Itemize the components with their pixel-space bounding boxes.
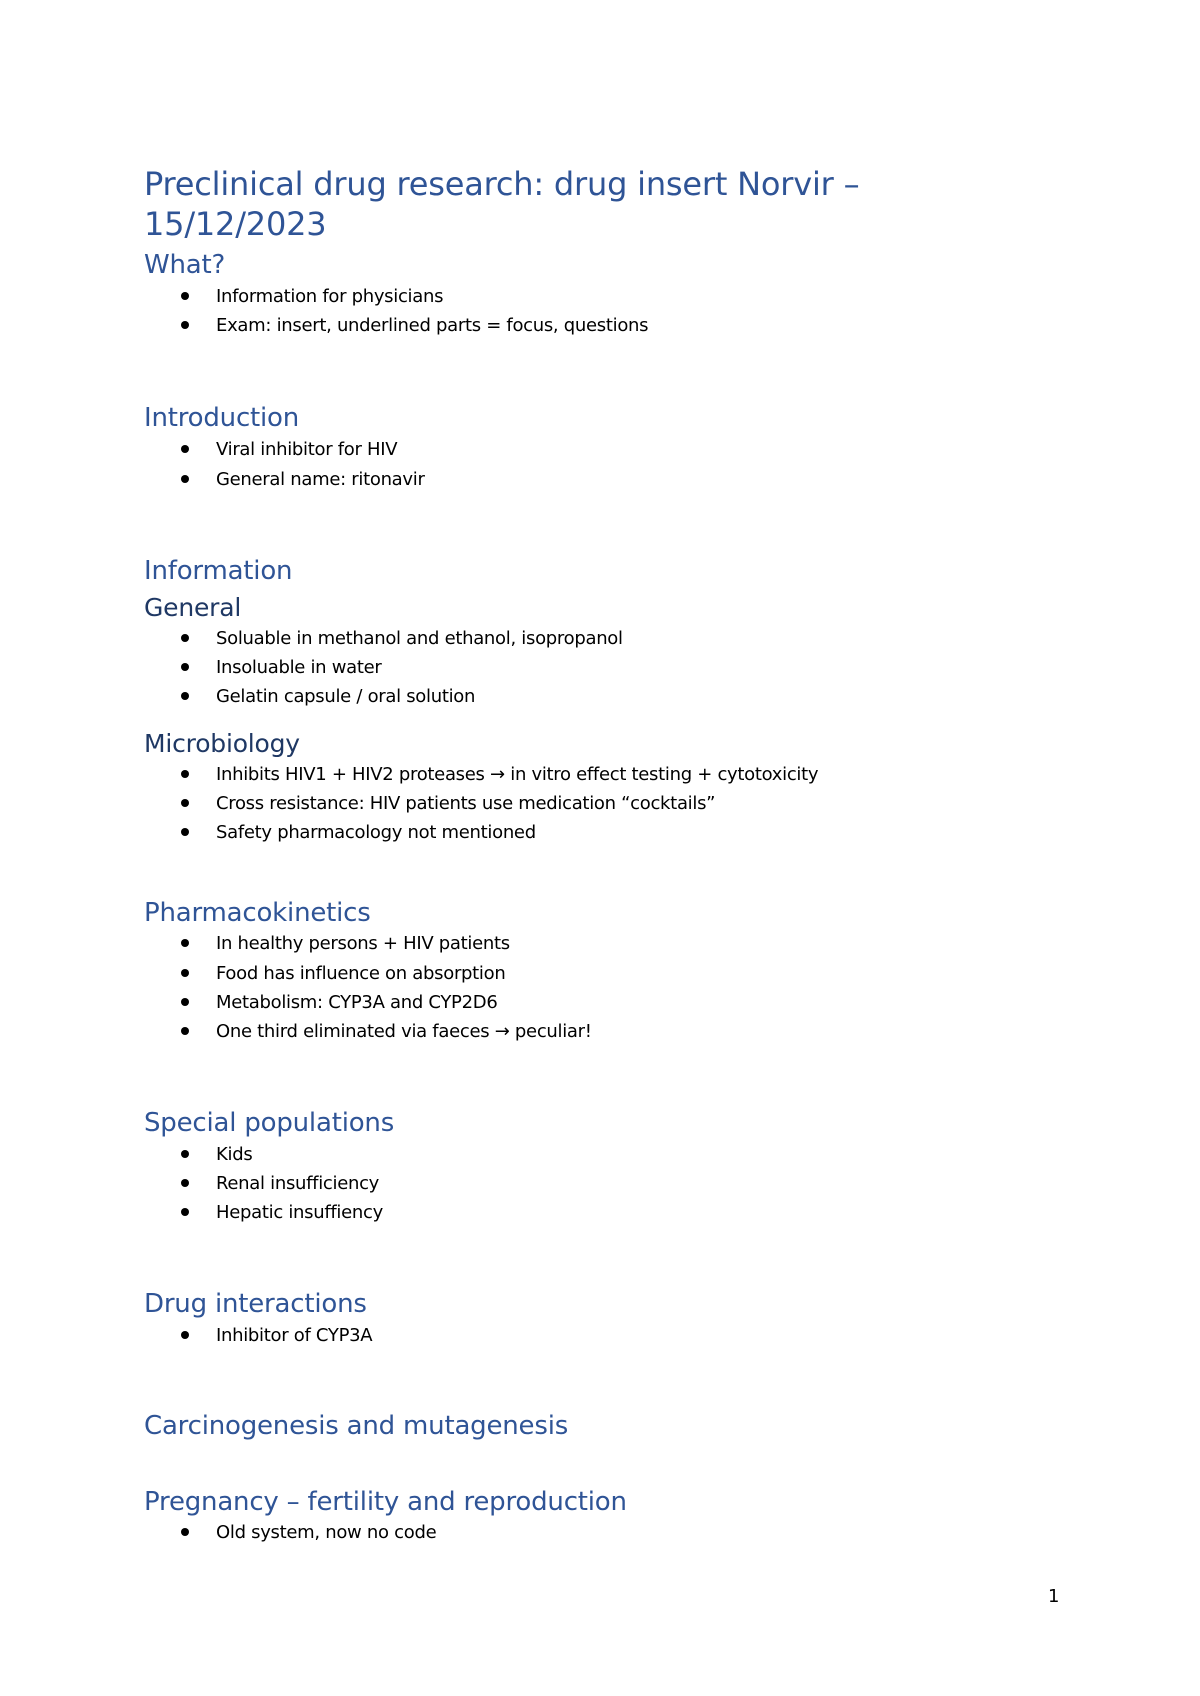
heading-information: Information [144, 556, 293, 586]
list-item: Inhibits HIV1 + HIV2 proteases → in vitro effect testing + cytotoxicity [216, 764, 819, 785]
document-title-line-2: 15/12/2023 [144, 205, 327, 243]
list-item: Viral inhibitor for HIV [216, 439, 398, 460]
list-item: Gelatin capsule / oral solution [216, 686, 476, 707]
heading-special-populations: Special populations [144, 1108, 395, 1138]
heading-carcinogenesis: Carcinogenesis and mutagenesis [144, 1411, 569, 1441]
bullet-icon [181, 321, 189, 329]
list-item: General name: ritonavir [216, 469, 425, 490]
document-title-line-1: Preclinical drug research: drug insert Norvir – [144, 165, 860, 203]
bullet-icon [181, 1179, 189, 1187]
list-item: Old system, now no code [216, 1522, 437, 1543]
heading-drug-interactions: Drug interactions [144, 1289, 367, 1319]
bullet-icon [181, 1208, 189, 1216]
bullet-icon [181, 799, 189, 807]
list-item: Hepatic insuffiency [216, 1202, 383, 1223]
list-item: Exam: insert, underlined parts = focus, questions [216, 315, 649, 336]
list-item: Inhibitor of CYP3A [216, 1325, 373, 1346]
subheading-general: General [144, 593, 242, 622]
list-item: Soluable in methanol and ethanol, isopropanol [216, 628, 623, 649]
heading-what: What? [144, 250, 226, 280]
list-item: Information for physicians [216, 286, 444, 307]
bullet-icon [181, 1528, 189, 1536]
bullet-icon [181, 634, 189, 642]
bullet-icon [181, 969, 189, 977]
bullet-icon [181, 1027, 189, 1035]
bullet-icon [181, 692, 189, 700]
bullet-icon [181, 770, 189, 778]
list-item: Kids [216, 1144, 253, 1165]
bullet-icon [181, 292, 189, 300]
heading-pharmacokinetics: Pharmacokinetics [144, 898, 371, 928]
list-item: Cross resistance: HIV patients use medication “cocktails” [216, 793, 716, 814]
page-number: 1 [1048, 1586, 1060, 1607]
list-item: Food has influence on absorption [216, 963, 506, 984]
list-item: Renal insufficiency [216, 1173, 380, 1194]
subheading-microbiology: Microbiology [144, 729, 300, 758]
bullet-icon [181, 998, 189, 1006]
bullet-icon [181, 1150, 189, 1158]
bullet-icon [181, 828, 189, 836]
bullet-icon [181, 663, 189, 671]
heading-pregnancy: Pregnancy – fertility and reproduction [144, 1487, 627, 1517]
heading-introduction: Introduction [144, 403, 300, 433]
list-item: Insoluable in water [216, 657, 382, 678]
list-item: In healthy persons + HIV patients [216, 933, 510, 954]
bullet-icon [181, 475, 189, 483]
list-item: One third eliminated via faeces → peculiar! [216, 1021, 592, 1042]
bullet-icon [181, 445, 189, 453]
list-item: Metabolism: CYP3A and CYP2D6 [216, 992, 498, 1013]
list-item: Safety pharmacology not mentioned [216, 822, 536, 843]
bullet-icon [181, 939, 189, 947]
bullet-icon [181, 1331, 189, 1339]
